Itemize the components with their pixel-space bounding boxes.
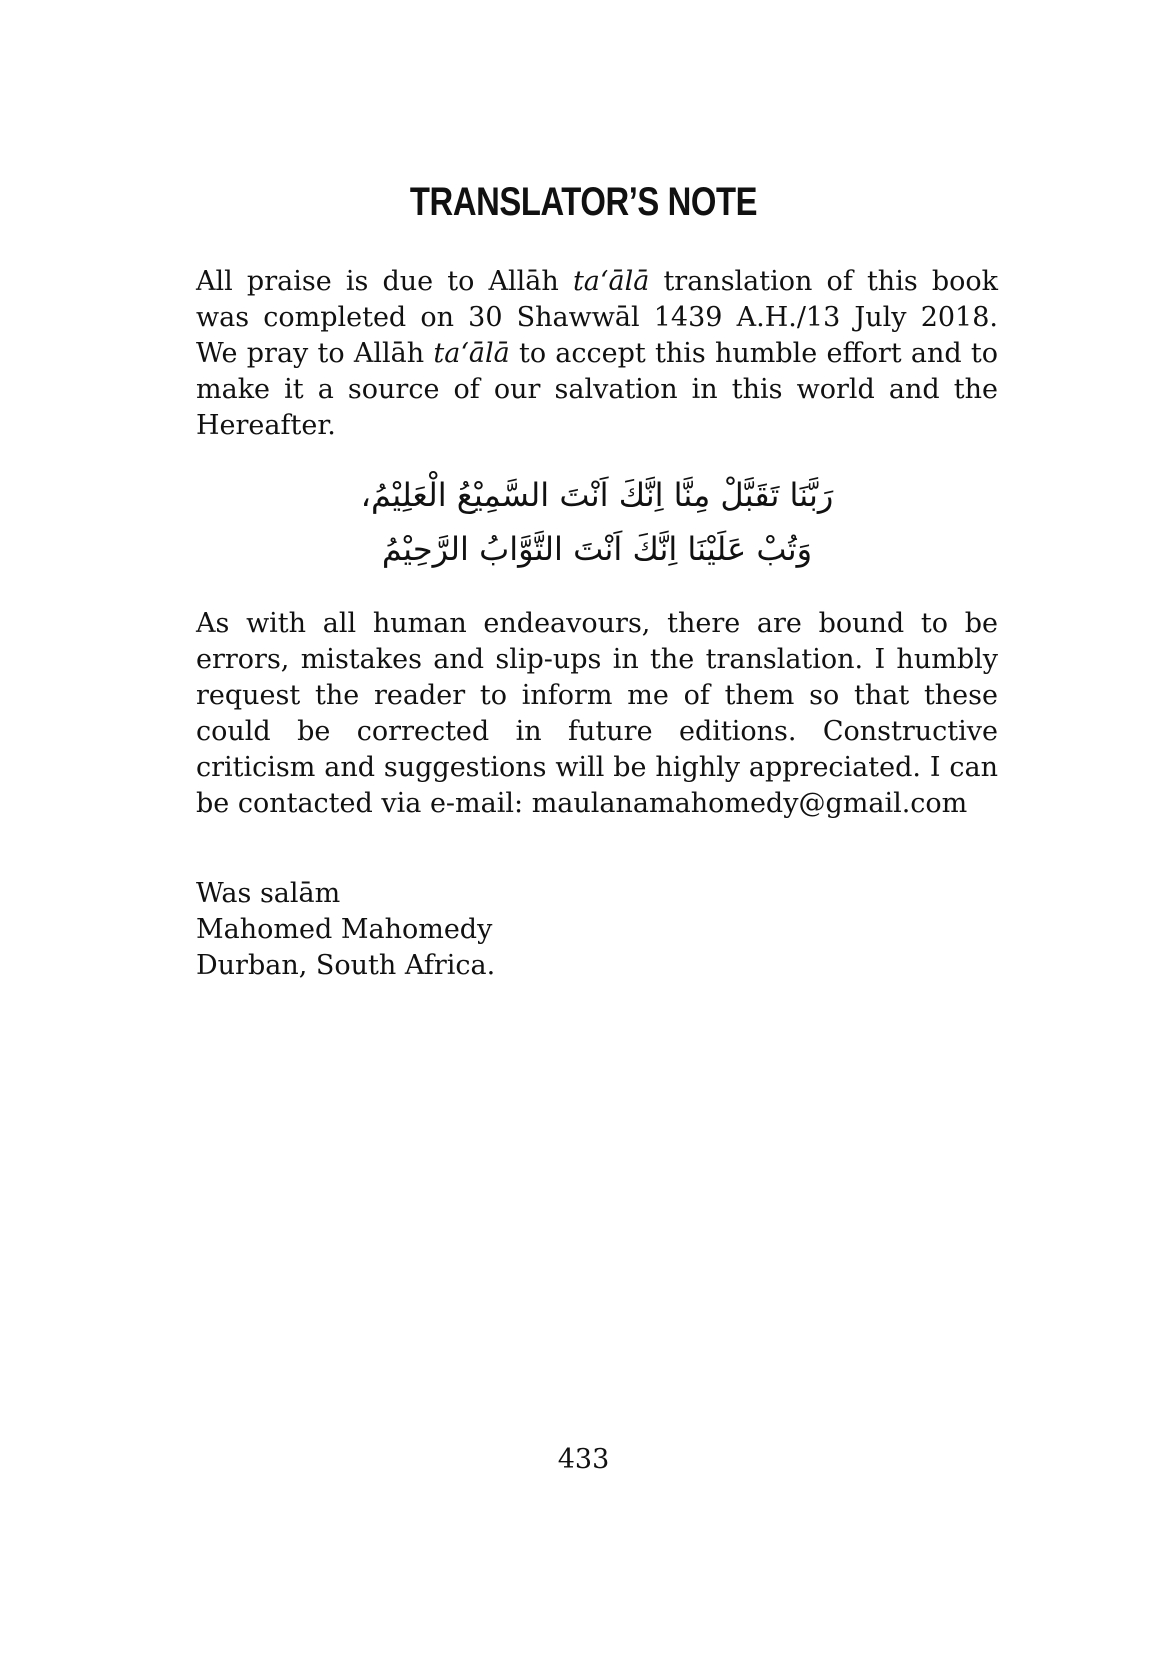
signature-block — [196, 876, 796, 984]
term-taala-1: ta‘ālā — [572, 266, 650, 297]
paragraph-completion — [196, 264, 998, 444]
arabic-dua-line-2: وَتُبْ عَلَيْنَا اِنَّكَ اَنْتَ التَّوَّابُ الرَّحِيْمُ — [381, 530, 813, 568]
paragraph-completion-part-3: to accept this humble effort and to make it a source of our salvation in this world and the Hereafter. — [196, 338, 998, 441]
signature-name: Mahomed Mahomedy — [196, 914, 493, 945]
page-title: TRANSLATOR’S NOTE — [409, 180, 758, 224]
signature-location: Durban, South Africa. — [196, 950, 496, 981]
page-number: 433 — [557, 1444, 610, 1475]
paragraph-completion-part-1: All praise is due to Allāh — [196, 266, 573, 297]
arabic-dua-line-1: رَبَّنَا تَقَبَّلْ مِنَّا اِنَّكَ اَنْتَ السَّمِيْعُ الْعَلِيْمُ، — [360, 476, 834, 514]
paragraph-completion-part-2: translation of this book was completed on 30 Shawwāl 1439 A.H./13 July 2018. We pray to Allāh — [196, 266, 998, 369]
term-taala-2: ta‘ālā — [433, 338, 510, 369]
signature-greeting: Was salām — [196, 878, 341, 909]
paragraph-errors-request: As with all human endeavours, there are bound to be errors, mistakes and slip-ups in the translation. I humbly request the reader to inform me of them so that these could be corrected in future editions. Constructive criticism and suggestions will be highly appreciated. I can be contacted via e-mail: maulanamahomedy@gmail.com — [196, 608, 998, 819]
arabic-dua — [196, 468, 998, 576]
